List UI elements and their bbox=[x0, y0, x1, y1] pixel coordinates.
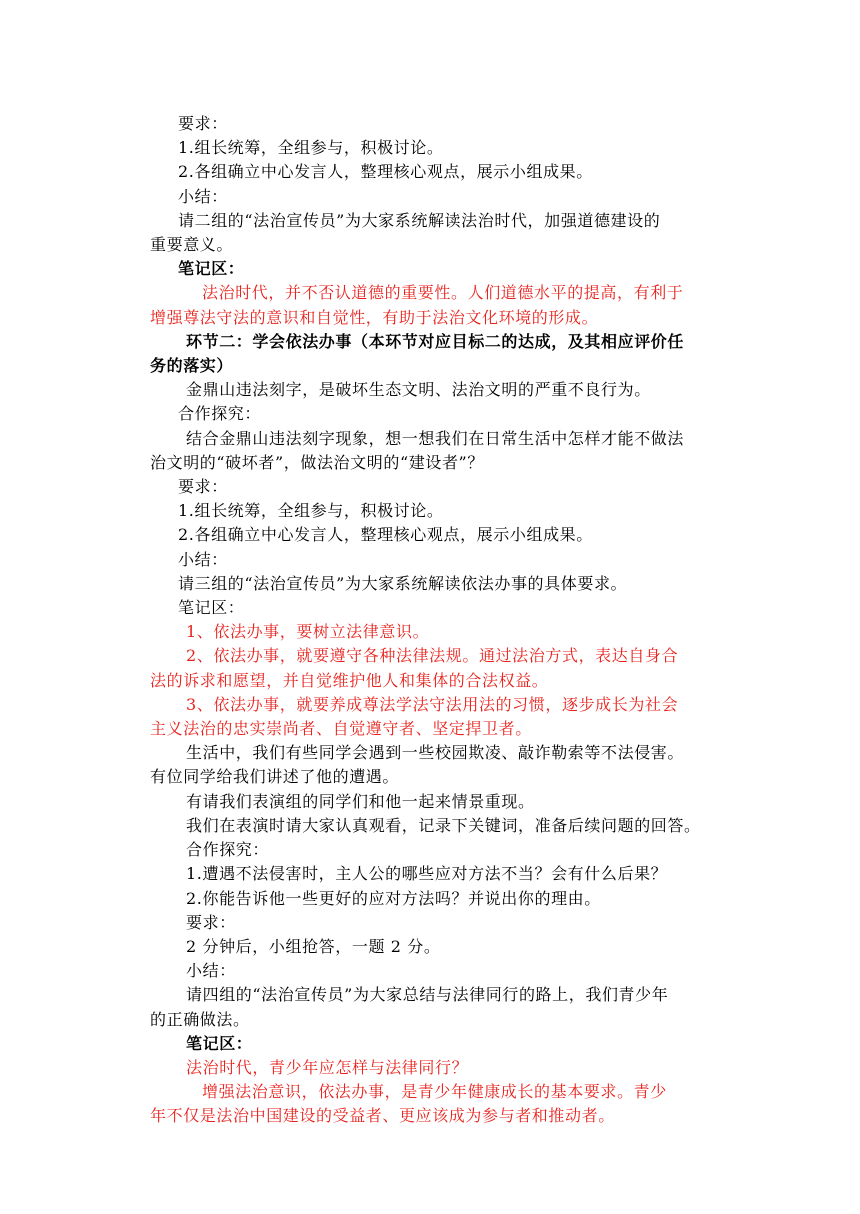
text-line: 治文明的“破坏者”，做法治文明的“建设者”？ bbox=[150, 452, 484, 472]
text-line: 请四组的“法治宣传员”为大家总结与法律同行的路上，我们青少年 bbox=[186, 985, 669, 1005]
text-line: 请二组的“法治宣传员”为大家系统解读法治时代，加强道德建设的 bbox=[178, 210, 661, 230]
text-line: 3、依法办事，就要养成尊法学法守法用法的习惯，逐步成长为社会 bbox=[186, 694, 679, 714]
text-line: 法的诉求和愿望，并自觉维护他人和集体的合法权益。 bbox=[150, 670, 549, 690]
text-line: 增强法治意识，依法办事，是青少年健康成长的基本要求。青少 bbox=[202, 1082, 667, 1102]
text-line: 要求： bbox=[178, 114, 228, 133]
text-line: 的正确做法。 bbox=[150, 1009, 250, 1029]
text-line: 1.组长统筹，全组参与，积极讨论。 bbox=[178, 501, 444, 521]
text-line: 法治时代，青少年应怎样与法律同行？ bbox=[186, 1057, 469, 1077]
text-line: 小结： bbox=[178, 186, 228, 206]
text-line: 1、依法办事，要树立法律意识。 bbox=[186, 622, 430, 642]
text-line: 2 分钟后，小组抢答，一题 2 分。 bbox=[186, 936, 441, 956]
text-line: 合作探究： bbox=[186, 840, 270, 860]
text-line: 1.组长统筹，全组参与，积极讨论。 bbox=[178, 138, 444, 158]
text-line: 我们在表演时请大家认真观看，记录下关键词，准备后续问题的回答。 bbox=[186, 815, 701, 835]
text-line: 请三组的“法治宣传员”为大家系统解读依法办事的具体要求。 bbox=[178, 573, 628, 593]
text-line: 笔记区： bbox=[178, 259, 245, 279]
text-line: 金鼎山违法刻字，是破坏生态文明、法治文明的严重不良行为。 bbox=[186, 380, 651, 400]
text-line: 增强尊法守法的意识和自觉性，有助于法治文化环境的形成。 bbox=[150, 307, 599, 327]
text-line: 2.你能告诉他一些更好的应对方法吗？并说出你的理由。 bbox=[186, 888, 601, 908]
text-line: 2.各组确立中心发言人，整理核心观点，展示小组成果。 bbox=[178, 525, 593, 545]
text-line: 务的落实） bbox=[150, 356, 234, 376]
text-line: 笔记区： bbox=[178, 598, 245, 618]
text-line: 结合金鼎山违法刻字现象，想一想我们在日常生活中怎样才能不做法 bbox=[186, 428, 685, 448]
text-line: 法治时代，并不否认道德的重要性。人们道德水平的提高，有利于 bbox=[202, 283, 684, 303]
text-line: 要求： bbox=[186, 912, 236, 932]
text-line: 小结： bbox=[186, 961, 236, 981]
text-line: 2.各组确立中心发言人，整理核心观点，展示小组成果。 bbox=[178, 162, 593, 182]
text-line: 主义法治的忠实崇尚者、自觉遵守者、坚定捍卫者。 bbox=[150, 719, 532, 739]
document-page bbox=[150, 112, 715, 1129]
text-line: 1.遭遇不法侵害时，主人公的哪些应对方法不当？会有什么后果？ bbox=[186, 864, 668, 884]
text-line: 环节二：学会依法办事（本环节对应目标二的达成，及其相应评价任 bbox=[186, 331, 685, 351]
text-line: 合作探究： bbox=[178, 404, 262, 424]
text-line: 笔记区： bbox=[186, 1033, 253, 1053]
text-line: 有位同学给我们讲述了他的遭遇。 bbox=[150, 767, 400, 787]
text-line: 重要意义。 bbox=[150, 235, 234, 255]
text-line: 要求： bbox=[178, 477, 228, 497]
text-line: 有请我们表演组的同学们和他一起来情景重现。 bbox=[186, 791, 535, 811]
text-line: 生活中，我们有些同学会遇到一些校园欺凌、敲诈勒索等不法侵害。 bbox=[186, 743, 685, 763]
text-line: 年不仅是法治中国建设的受益者、更应该成为参与者和推动者。 bbox=[150, 1106, 615, 1126]
text-line: 小结： bbox=[178, 549, 228, 569]
text-line: 2、依法办事，就要遵守各种法律法规。通过法治方式，表达自身合 bbox=[186, 646, 679, 666]
